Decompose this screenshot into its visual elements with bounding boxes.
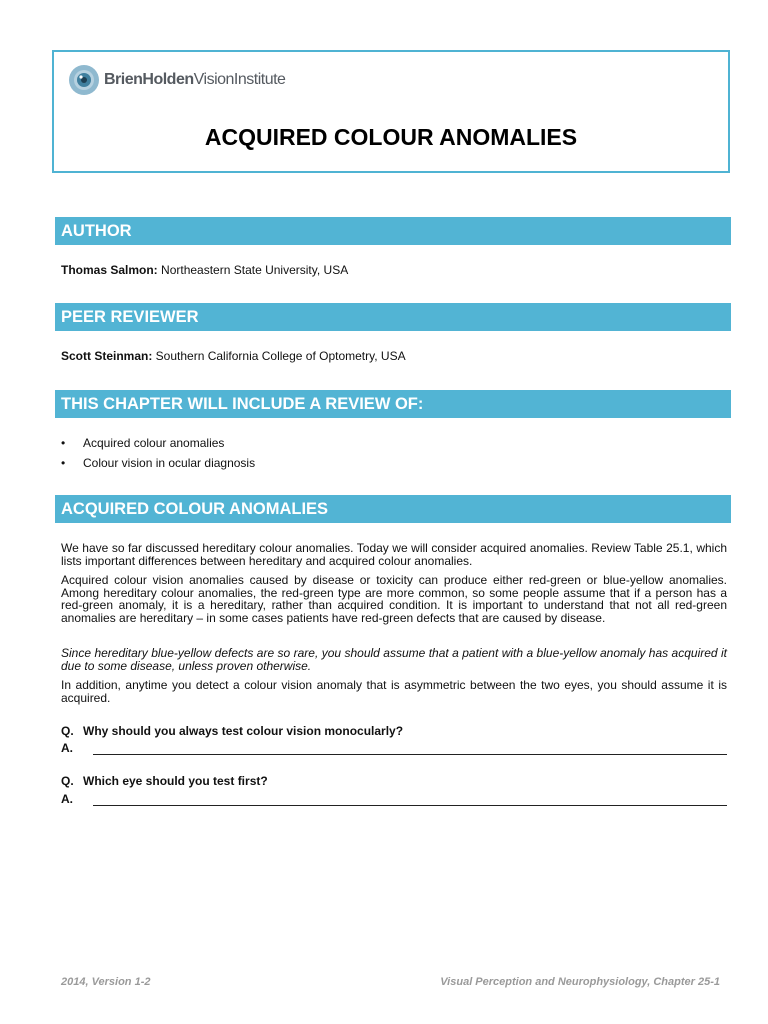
paragraph-4: In addition, anytime you detect a colour vision anomaly that is asymmetric between the two eyes, you should assume it is acquired. (61, 678, 727, 705)
question-text: Which eye should you test first? (83, 774, 268, 788)
list-item-text: Acquired colour anomalies (83, 436, 225, 450)
reviewer-line (61, 349, 406, 363)
reviewer-affiliation: Southern California College of Optometry, USA (152, 349, 406, 363)
footer-chapter: Visual Perception and Neurophysiology, Chapter 25-1 (440, 976, 720, 988)
author-heading: AUTHOR (55, 217, 731, 245)
section-heading: ACQUIRED COLOUR ANOMALIES (55, 495, 731, 523)
question-tag: Q. (61, 774, 74, 788)
answer-1 (61, 741, 727, 755)
author-line (61, 263, 348, 277)
chapter-topic-list (61, 436, 255, 476)
author-affiliation: Northeastern State University, USA (157, 263, 349, 277)
institute-logo (68, 64, 285, 96)
answer-tag: A. (61, 741, 73, 755)
question-1 (61, 724, 403, 738)
question-text: Why should you always test colour vision monocularly? (83, 724, 404, 738)
chapter-heading: THIS CHAPTER WILL INCLUDE A REVIEW OF: (55, 390, 731, 418)
logo-word-regular: VisionInstitute (193, 71, 286, 88)
question-tag: Q. (61, 724, 74, 738)
footer-version: 2014, Version 1-2 (61, 976, 151, 988)
bullet-icon: • (61, 456, 66, 470)
reviewer-name: Scott Steinman: (61, 349, 153, 363)
reviewer-heading: PEER REVIEWER (55, 303, 731, 331)
paragraph-2: Acquired colour vision anomalies caused by disease or toxicity can produce either red-green or blue-yellow anomalies. Among hereditary colour anomalies, the red-green type are more common, so some people assume that if a person has a red-green anomaly, it is a hereditary, rather than acquired condition. It is important to understand that not all red-green anomalies are hereditary – in some cases patients have red-green defects that are caused by disease. (61, 573, 727, 625)
answer-tag: A. (61, 792, 73, 806)
list-item-text: Colour vision in ocular diagnosis (83, 456, 256, 470)
paragraph-1: We have so far discussed hereditary colour anomalies. Today we will consider acquired anomalies. Review Table 25.1, which lists important differences between hereditary and acquired colour anomalies. (61, 541, 727, 568)
page-title: ACQUIRED COLOUR ANOMALIES (204, 124, 578, 150)
question-2 (61, 774, 268, 788)
answer-blank-line[interactable] (93, 742, 727, 755)
bullet-icon: • (61, 436, 66, 450)
paragraph-3: Since hereditary blue-yellow defects are so rare, you should assume that a patient with a blue-yellow anomaly has acquired it due to some disease, unless proven otherwise. (61, 646, 727, 673)
logo-word-bold: BrienHolden (104, 71, 194, 88)
logo-wordmark (104, 71, 285, 89)
answer-2 (61, 792, 727, 806)
author-name: Thomas Salmon: (61, 263, 158, 277)
list-item (61, 456, 255, 476)
eye-logo-icon (68, 64, 100, 96)
answer-blank-line[interactable] (93, 793, 727, 806)
list-item (61, 436, 255, 456)
header-box (52, 50, 730, 173)
